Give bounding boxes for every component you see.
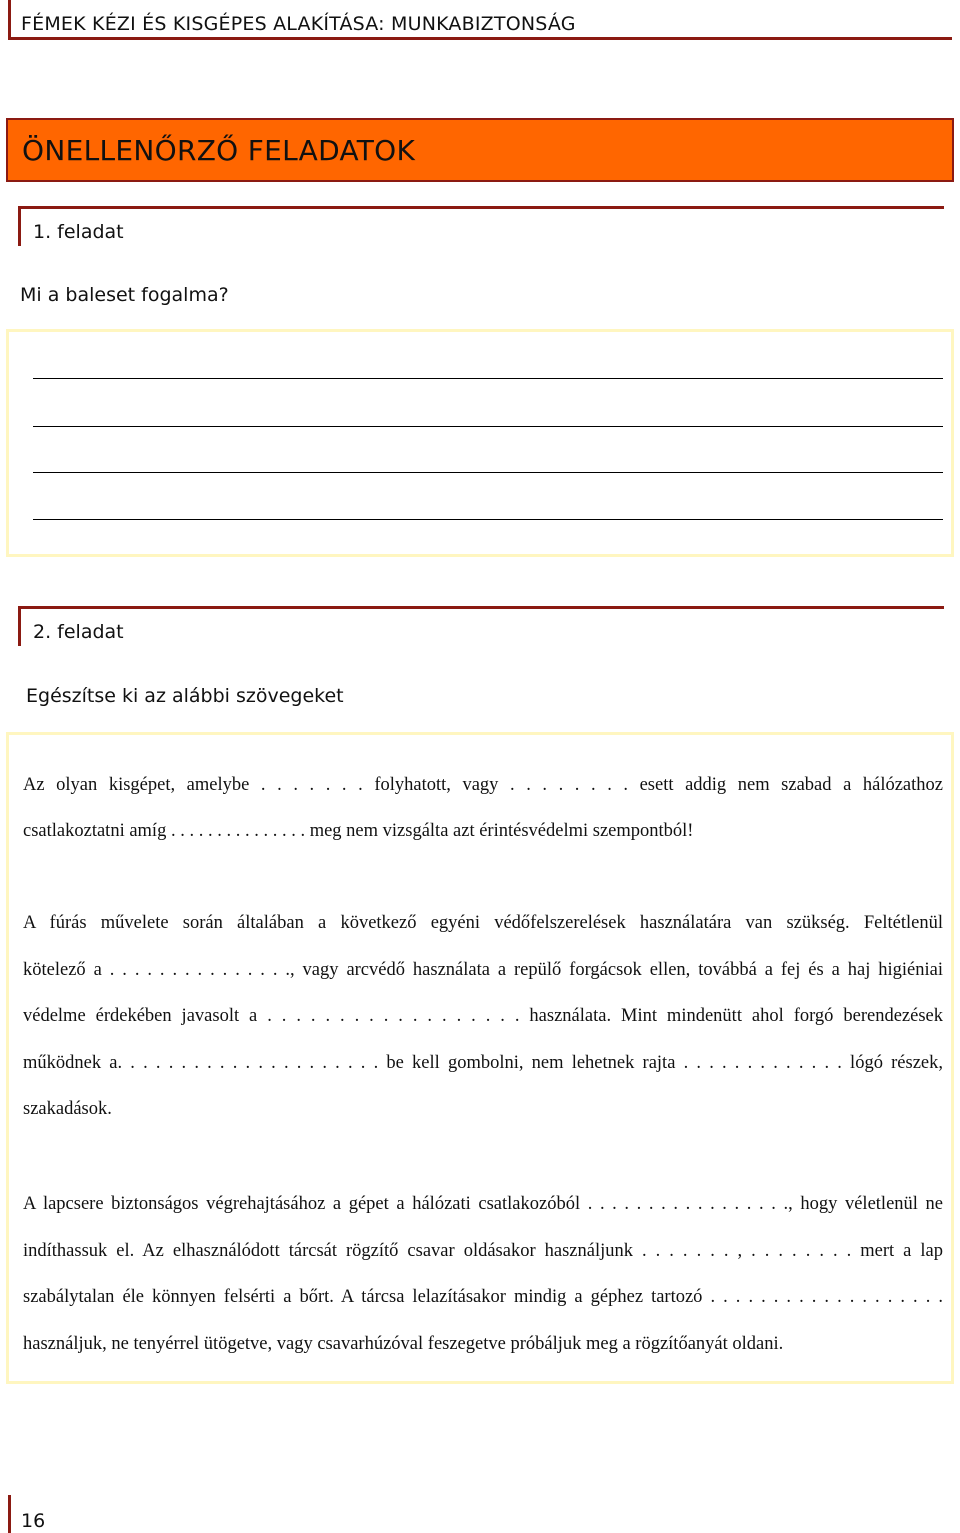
paragraph-1-line: csatlakoztatni amíg . . . . . . . . . . . . . . . meg nem vizsgálta azt érintésvédelmi szempontból! <box>23 821 694 841</box>
task1-heading: 1. feladat <box>33 221 124 243</box>
paragraph-3-line: A lapcsere biztonságos végrehajtásához a gépet a hálózati csatlakozóból . . . . . . . . . . . . . . . . ., hogy véletlenül ne <box>23 1194 943 1214</box>
task1-question: Mi a baleset fogalma? <box>20 284 229 306</box>
task1-answer-box[interactable] <box>6 329 954 557</box>
paragraph-2-line: védelme érdekében javasolt a . . . . . . . . . . . . . . . . . . használata. Mint mindenütt ahol forgó berendezések <box>23 1006 943 1026</box>
task2-heading-box <box>18 606 944 646</box>
answer-line-4[interactable] <box>33 519 943 520</box>
banner-title: ÖNELLENŐRZŐ FELADATOK <box>22 134 416 167</box>
answer-line-3[interactable] <box>33 472 943 473</box>
task2-heading: 2. feladat <box>33 621 124 643</box>
page-header <box>8 0 952 40</box>
header-title: FÉMEK KÉZI ÉS KISGÉPES ALAKÍTÁSA: MUNKABIZTONSÁG <box>21 13 576 35</box>
page-number: 16 <box>21 1510 46 1532</box>
paragraph-1-line: Az olyan kisgépet, amelybe . . . . . . . folyhatott, vagy . . . . . . . . esett addig nem szabad a hálózathoz <box>23 775 943 795</box>
task1-heading-box <box>18 206 944 246</box>
task2-text-box <box>6 732 954 1384</box>
paragraph-2 <box>23 900 943 1133</box>
task2-instruction: Egészítse ki az alábbi szövegeket <box>26 685 344 707</box>
paragraph-1 <box>23 762 943 854</box>
paragraph-2-line: A fúrás művelete során általában a következő egyéni védőfelszerelések használatára van szükség. Feltétlenül <box>23 913 943 933</box>
answer-line-2[interactable] <box>33 426 943 427</box>
paragraph-3-line: indíthassuk el. Az elhasználódott tárcsát rögzítő csavar oldásakor használjunk . . . . . . . , . . . . . . . . mert a lap <box>23 1240 943 1261</box>
section-banner <box>6 118 954 182</box>
paragraph-2-line: működnek a. . . . . . . . . . . . . . . . . . . . . be kell gombolni, nem lehetnek rajta . . . . . . . . . . . . . lógó részek, <box>23 1052 943 1073</box>
paragraph-3-line: szabálytalan éle könnyen felsérti a bőrt. A tárcsa lelazításakor mindig a géphez tartozó . . . . . . . . . . . . . . . . . . . <box>23 1287 943 1307</box>
paragraph-2-line: kötelező a . . . . . . . . . . . . . . ., vagy arcvédő használata a repülő forgácsok ellen, továbbá a fej és a haj higiéniai <box>23 959 943 980</box>
paragraph-3-line: használjuk, ne tenyérrel ütögetve, vagy csavarhúzóval feszegetve próbáljuk meg a rögzítőanyát oldani. <box>23 1333 784 1354</box>
paragraph-3 <box>23 1181 943 1367</box>
answer-line-1[interactable] <box>33 378 943 379</box>
page-footer <box>8 1495 952 1533</box>
paragraph-2-line: szakadások. <box>23 1099 112 1119</box>
